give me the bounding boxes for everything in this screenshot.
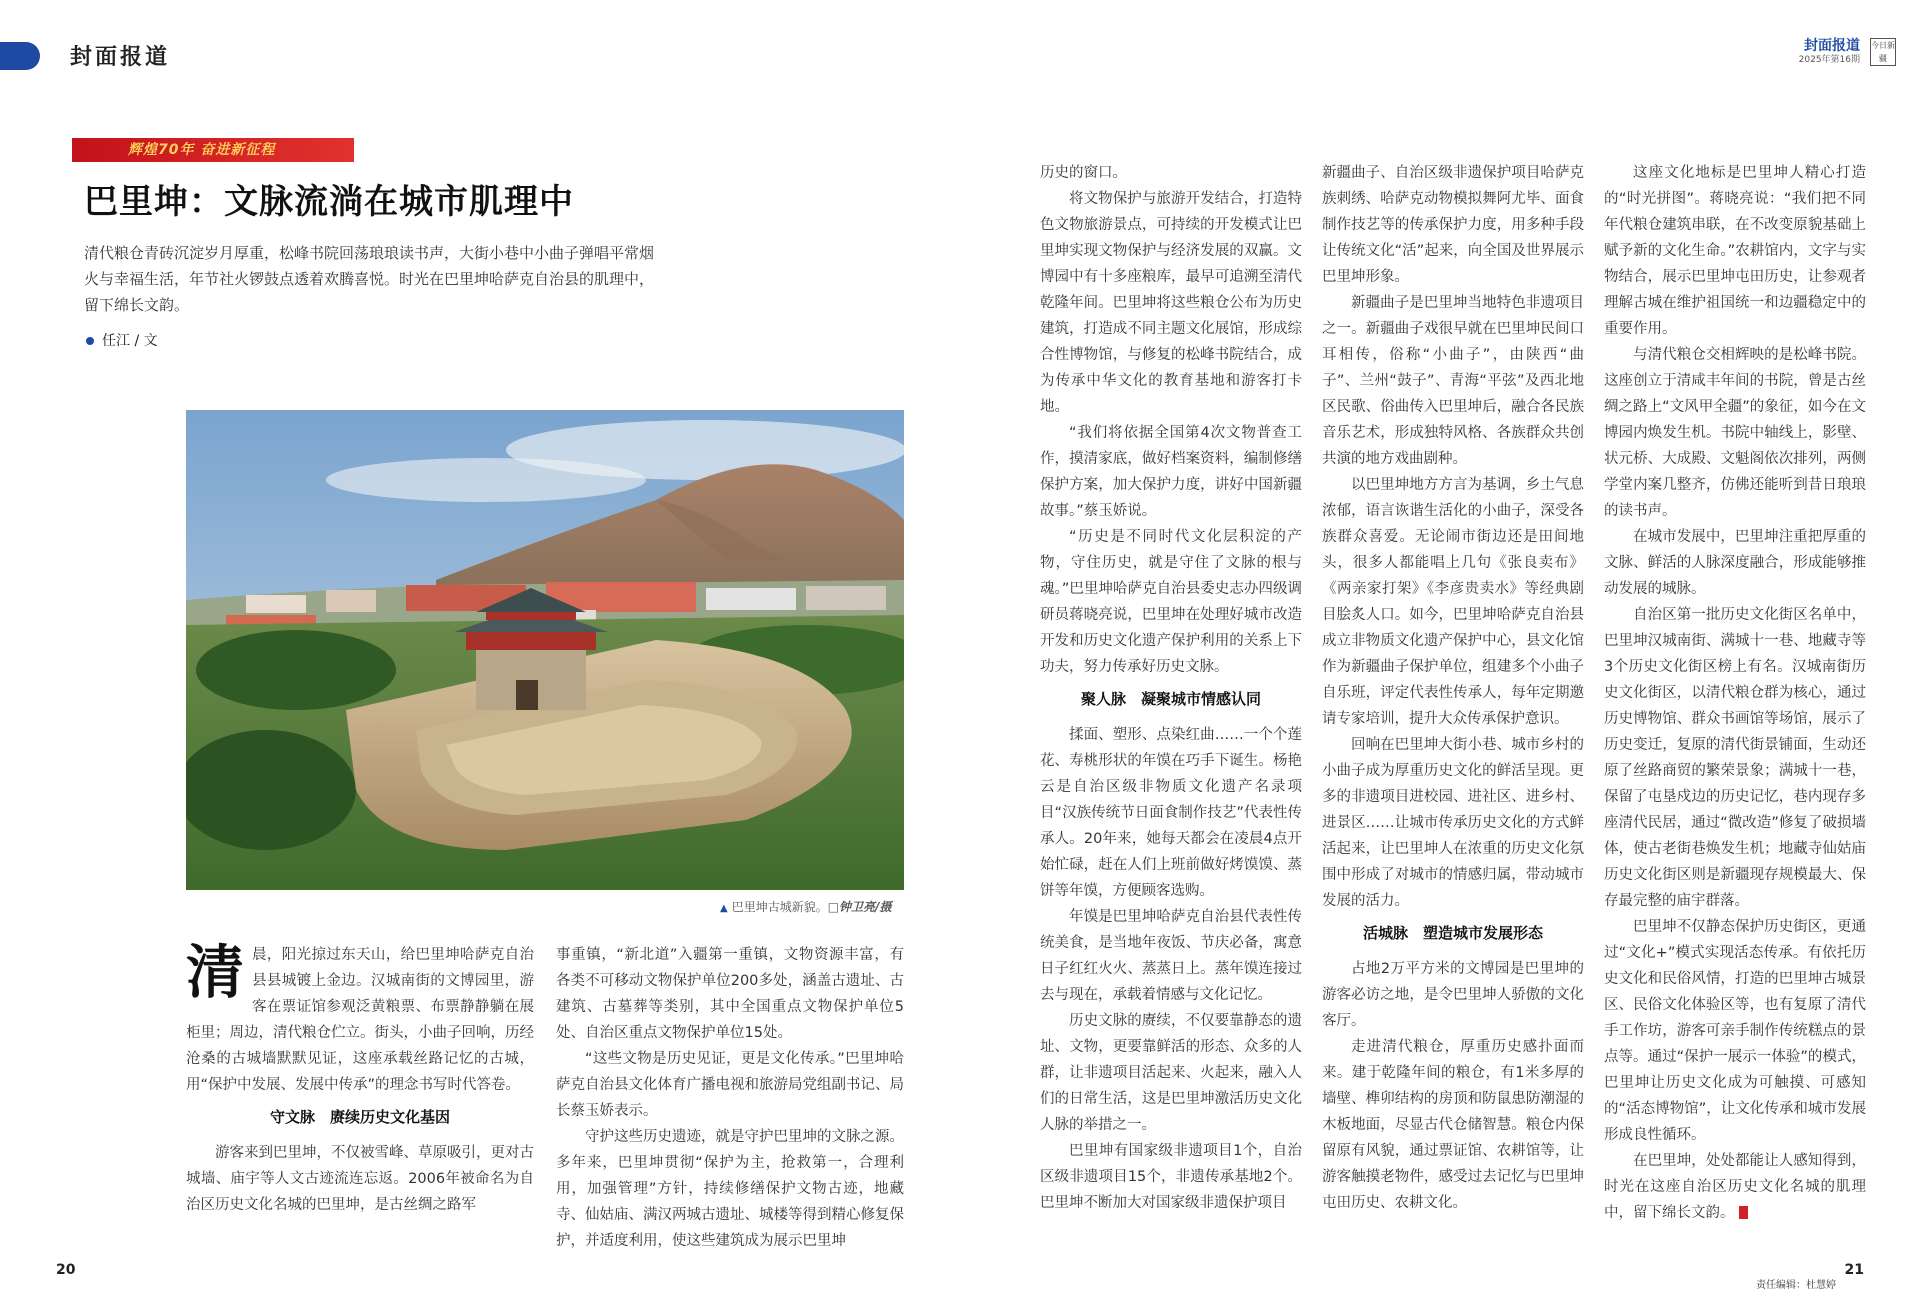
byline-dot-icon (86, 337, 94, 345)
paragraph: 回响在巴里坤大街小巷、城市乡村的小曲子成为厚重历史文化的鲜活呈现。更多的非遗项目进校园、进社区、进乡村、进景区……让城市传承历史文化的方式鲜活起来，让巴里坤人在浓重的历史文化氛围中形成了对城市的情感归属，带动城市发展的活力。 (1322, 737, 1584, 909)
section-heading: 活城脉 塑造城市发展形态 (1362, 924, 1543, 942)
section-heading: 聚人脉 凝聚城市情感认同 (1080, 690, 1261, 708)
paragraph: 揉面、塑形、点染红曲……一个个莲花、寿桃形状的年馍在巧手下诞生。杨艳云是自治区级非物质文化遗产名录项目“汉族传统节日面食制作技艺”代表性传承人。20年来，她每天都会在凌晨4点开始忙碌，赶在人们上班前做好烤馍馍、蒸饼等年馍，方便顾客选购。 (1040, 727, 1302, 899)
article-photo (186, 410, 904, 890)
paragraph: 巴里坤有国家级非遗项目1个，自治区级非遗项目15个，非遗传承基地2个。巴里坤不断加大对国家级非遗保护项目 (1040, 1143, 1302, 1211)
paragraph: 新疆曲子、自治区级非遗保护项目哈萨克族刺绣、哈萨克动物模拟舞阿尤毕、面食制作技艺等的传承保护力度，用多种手段让传统文化“活”起来，向全国及世界展示巴里坤形象。 (1322, 165, 1584, 285)
magazine-logo: 今日新疆 (1870, 38, 1896, 66)
paragraph: 守护这些历史遗迹，就是守护巴里坤的文脉之源。多年来，巴里坤贯彻“保护为主，抢救第一，合理利用，加强管理”方针，持续修缮保护文物古迹，地藏寺、仙姑庙、满汉两城古遗址、城楼等得到精心修复保护，并适度利用，使这些建筑成为展示巴里坤 (556, 1129, 904, 1249)
paragraph (186, 938, 534, 1098)
paragraph: 巴里坤不仅静态保护历史街区，更通过“文化+”模式实现活态传承。有依托历史文化和民俗风情，打造的巴里坤古城景区、民俗文化体验区等，也有复原了清代手工作坊，游客可亲手制作传统糕点的景点等。通过“保护一展示一体验”的模式，巴里坤让历史文化成为可触摸、可感知的“活态博物馆”，让文化传承和城市发展形成良性循环。 (1604, 919, 1866, 1143)
paragraph: 走进清代粮仓，厚重历史感扑面而来。建于乾隆年间的粮仓，有1米多厚的墙壁、榫卯结构的房顶和防鼠患防潮湿的木板地面，尽显古代仓储智慧。粮仓内保留原有风貌，通过票证馆、农耕馆等，让游客触摸老物件，感受过去记忆与巴里坤屯田历史、农耕文化。 (1322, 1039, 1584, 1211)
paragraph: “历史是不同时代文化层积淀的产物，守住历史，就是守住了文脉的根与魂。”巴里坤哈萨克自治县委史志办四级调研员蒋晓亮说，巴里坤在处理好城市改造开发和历史文化遗产保护利用的关系上下功夫，努力传承好历史文脉。 (1040, 529, 1302, 675)
section-heading: 守文脉 赓续历史文化基因 (269, 1108, 450, 1126)
column-4 (1322, 160, 1584, 1216)
paragraph: 年馍是巴里坤哈萨克自治县代表性传统美食，是当地年夜饭、节庆必备，寓意日子红红火火、蒸蒸日上。蒸年馍连接过去与现在，承载着情感与文化记忆。 (1040, 909, 1302, 1003)
byline-text: 任江 / 文 (102, 333, 158, 349)
paragraph: 占地2万平方米的文博园是巴里坤的游客必访之地，是令巴里坤人骄傲的文化客厅。 (1322, 961, 1584, 1029)
theme-banner: 辉煌70年 奋进新征程 (72, 138, 354, 162)
column-1 (186, 938, 534, 1218)
article-lead: 清代粮仓青砖沉淀岁月厚重，松峰书院回荡琅琅读书声，大街小巷中小曲子弹唱平常烟火与幸福生活，年节社火锣鼓点透着欢腾喜悦。时光在巴里坤哈萨克自治县的肌理中，留下绵长文韵。 (84, 244, 655, 314)
column-2 (556, 942, 904, 1254)
paragraph: 事重镇，“新北道”入疆第一重镇，文物资源丰富，有各类不可移动文物保护单位200多处，涵盖古遗址、古建筑、古墓葬等类别，其中全国重点文物保护单位5处、自治区重点文物保护单位15处。 (556, 947, 904, 1041)
column-3 (1040, 160, 1302, 1216)
drop-cap: 清 (186, 938, 245, 1006)
paragraph: 新疆曲子是巴里坤当地特色非遗项目之一。新疆曲子戏很早就在巴里坤民间口耳相传，俗称“小曲子”，由陕西“曲子”、兰州“鼓子”、青海“平弦”及西北地区民歌、俗曲传入巴里坤后，融合各民族音乐艺术，形成独特风格、各族群众共创共演的地方戏曲剧种。 (1322, 295, 1584, 467)
paragraph (1604, 1148, 1866, 1226)
paragraph: 这座文化地标是巴里坤人精心打造的“时光拼图”。蒋晓亮说：“我们把不同年代粮仓建筑串联，在不改变原貌基础上赋予新的文化生命。”农耕馆内，文字与实物结合，展示巴里坤屯田历史，让参观者理解古城在维护祖国统一和边疆稳定中的重要作用。 (1604, 165, 1866, 337)
end-mark-icon (1739, 1206, 1748, 1219)
issue-number: 2025年第16期 (1798, 55, 1860, 65)
paragraph: 与清代粮仓交相辉映的是松峰书院。这座创立于清咸丰年间的书院，曾是古丝绸之路上“文风甲全疆”的象征，如今在文博园内焕发生机。书院中轴线上，影壁、状元桥、大成殿、文魁阁依次排列，两侧学堂内案几整齐，仿佛还能听到昔日琅琅的读书声。 (1604, 347, 1866, 519)
paragraph: 在城市发展中，巴里坤注重把厚重的文脉、鲜活的人脉深度融合，形成能够推动发展的城脉。 (1604, 529, 1866, 597)
paragraph: “这些文物是历史见证，更是文化传承。”巴里坤哈萨克自治县文化体育广播电视和旅游局党组副书记、局长蔡玉娇表示。 (556, 1051, 904, 1119)
caption-triangle-icon: ▲ (720, 903, 728, 914)
paragraph-text: 晨，阳光掠过东天山，给巴里坤哈萨克自治县县城镀上金边。汉城南街的文博园里，游客在票证馆参观泛黄粮票、布票静静躺在展柜里；周边，清代粮仓伫立。街头，小曲子回响，历经沧桑的古城墙默默见证，这座承载丝路记忆的古城，用“保护中发展、发展中传承”的理念书写时代答卷。 (186, 947, 534, 1093)
photo-caption (720, 898, 891, 915)
paragraph: “我们将依据全国第4次文物普查工作，摸清家底，做好档案资料，编制修缮保护方案，加大保护力度，讲好中国新疆故事。”蔡玉娇说。 (1040, 425, 1302, 519)
page-number-right: 21 (1844, 1262, 1864, 1278)
caption-text: 巴里坤古城新貌。 (731, 900, 828, 914)
paragraph: 自治区第一批历史文化街区名单中，巴里坤汉城南街、满城十一巷、地藏寺等3个历史文化街区榜上有名。汉城南街历史文化街区，以清代粮仓群为核心，通过历史博物馆、群众书画馆等场馆，展示了历史变迁，复原的清代街景铺面，生动还原了丝路商贸的繁荣景象；满城十一巷，保留了屯垦戍边的历史记忆，巷内现存多座清代民居，通过“微改造”修复了破损墙体，使古老街巷焕发生机；地藏寺仙姑庙历史文化街区则是新疆现存规模最大、保存最完整的庙宇群落。 (1604, 607, 1866, 909)
section-tab-marker (0, 42, 40, 70)
article-title: 巴里坤：文脉流淌在城市肌理中 (84, 182, 574, 222)
paragraph: 以巴里坤地方方言为基调，乡土气息浓郁，语言诙谐生活化的小曲子，深受各族群众喜爱。无论闹市街边还是田间地头，很多人都能唱上几句《张良卖布》《两亲家打架》《李彦贵卖水》等经典剧目脍炙人口。如今，巴里坤哈萨克自治县成立非物质文化遗产保护中心，县文化馆作为新疆曲子保护单位，组建多个小曲子自乐班，评定代表性传承人，每年定期邀请专家培训，提升大众传承保护意识。 (1322, 477, 1584, 727)
magazine-brand (1700, 38, 1860, 66)
page-number-left: 20 (56, 1262, 76, 1278)
paragraph: 将文物保护与旅游开发结合，打造特色文物旅游景点，可持续的开发模式让巴里坤实现文物保护与经济发展的双赢。文博园中有十多座粮库，最早可追溯至清代乾隆年间。巴里坤将这些粮仓公布为历史建筑，打造成不同主题文化展馆，形成综合性博物馆，与修复的松峰书院结合，成为传承中华文化的教育基地和游客打卡地。 (1040, 191, 1302, 415)
responsible-editor: 责任编辑：杜慧婷 (1756, 1280, 1836, 1291)
byline (86, 330, 158, 350)
photo-credit: □钟卫亮/摄 (827, 900, 892, 914)
paragraph-text: 在巴里坤，处处都能让人感知得到，时光在这座自治区历史文化名城的肌理中，留下绵长文韵。 (1604, 1153, 1866, 1221)
paragraph: 历史文脉的赓续，不仅要靠静态的遗址、文物，更要靠鲜活的形态、众多的人群，让非遗项目活起来、火起来，融入人们的日常生活，这是巴里坤激活历史文化人脉的举措之一。 (1040, 1013, 1302, 1133)
ancient-city-photo-illustration (186, 410, 904, 890)
section-label: 封面报道 (70, 44, 171, 70)
column-5 (1604, 160, 1866, 1226)
magazine-name: 封面报道 (1804, 38, 1860, 54)
paragraph: 游客来到巴里坤，不仅被雪峰、草原吸引，更对古城墙、庙宇等人文古迹流连忘返。2006年被命名为自治区历史文化名城的巴里坤，是古丝绸之路军 (186, 1145, 534, 1213)
paragraph: 历史的窗口。 (1040, 165, 1127, 181)
